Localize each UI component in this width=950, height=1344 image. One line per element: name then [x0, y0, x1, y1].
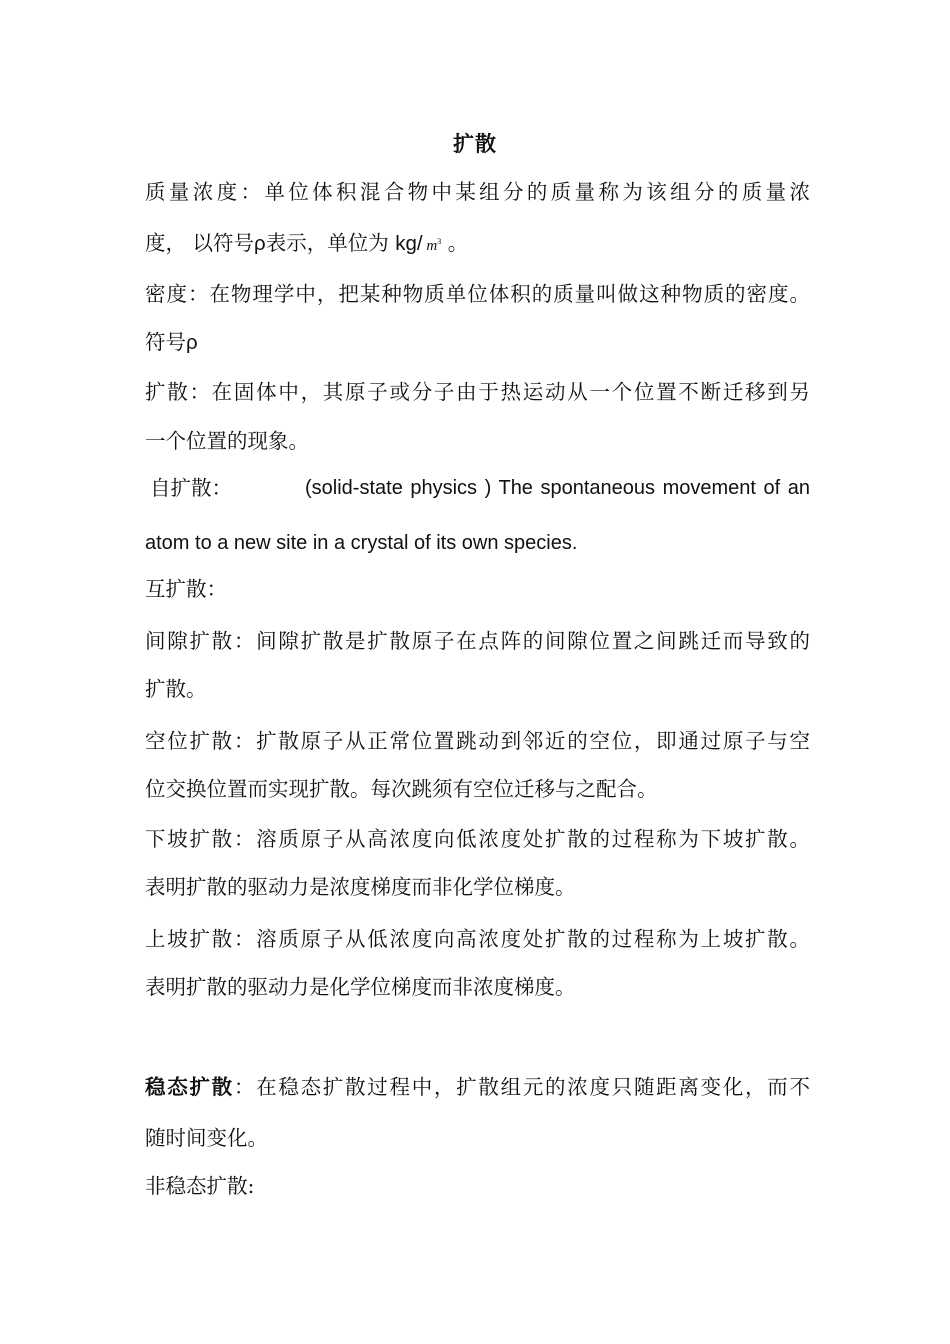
steady-diffusion-line-1 [145, 1073, 810, 1101]
density-line-2 [145, 328, 810, 357]
downhill-diffusion-line-2: 表明扩散的驱动力是浓度梯度而非化学位梯度。 [145, 875, 576, 899]
downhill-diffusion-line-1: 下坡扩散：溶质原子从高浓度向低浓度处扩散的过程称为下坡扩散。 [145, 827, 810, 851]
steady-diffusion-line-2: 随时间变化。 [145, 1126, 268, 1150]
mass-concentration-line-1: 质量浓度：单位体积混合物中某组分的质量称为该组分的质量浓 [145, 180, 810, 204]
text-segment: 。 [441, 231, 469, 255]
steady-diffusion-label: 稳态扩散 [145, 1075, 234, 1099]
unit-kg: kg/ [395, 232, 423, 255]
rho-symbol: ρ [186, 331, 198, 354]
text-segment: 度， 以符号 [145, 231, 255, 255]
interstitial-diffusion-line-2: 扩散。 [145, 677, 207, 701]
mass-concentration-line-2 [145, 228, 810, 260]
diffusion-line-1: 扩散：在固体中，其原子或分子由于热运动从一个位置不断迁移到另 [145, 380, 810, 404]
interdiffusion-line: 互扩散： [145, 577, 227, 601]
page-title: 扩散 [453, 131, 497, 156]
self-diffusion-text: (solid-state physics ) The spontaneous movement of an [305, 477, 810, 499]
self-diffusion-label: 自扩散： [150, 476, 232, 500]
diffusion-line-2: 一个位置的现象。 [145, 429, 309, 453]
unit-exponent: 3 [437, 237, 442, 246]
rho-symbol: ρ [254, 232, 266, 255]
uphill-diffusion-line-2: 表明扩散的驱动力是化学位梯度而非浓度梯度。 [145, 975, 576, 999]
vacancy-diffusion-line-1: 空位扩散：扩散原子从正常位置跳动到邻近的空位，即通过原子与空 [145, 729, 810, 753]
density-line-1: 密度：在物理学中，把某种物质单位体积的质量叫做这种物质的密度。 [145, 282, 810, 306]
unsteady-diffusion-line: 非稳态扩散: [145, 1174, 255, 1198]
self-diffusion-line-1 [145, 474, 810, 502]
vacancy-diffusion-line-2: 位交换位置而实现扩散。每次跳须有空位迁移与之配合。 [145, 777, 658, 801]
unit-m3 [423, 238, 442, 254]
unit-m: m [426, 238, 438, 254]
text-segment: 符号 [145, 330, 186, 354]
steady-diffusion-text: ：在稳态扩散过程中，扩散组元的浓度只随距离变化，而不 [233, 1075, 811, 1099]
uphill-diffusion-line-1: 上坡扩散：溶质原子从低浓度向高浓度处扩散的过程称为上坡扩散。 [145, 927, 810, 951]
text-segment: 表示，单位为 [265, 231, 396, 255]
interstitial-diffusion-line-1: 间隙扩散：间隙扩散是扩散原子在点阵的间隙位置之间跳迁而导致的 [145, 629, 810, 653]
self-diffusion-line-2: atom to a new site in a crystal of its own species. [145, 532, 578, 554]
